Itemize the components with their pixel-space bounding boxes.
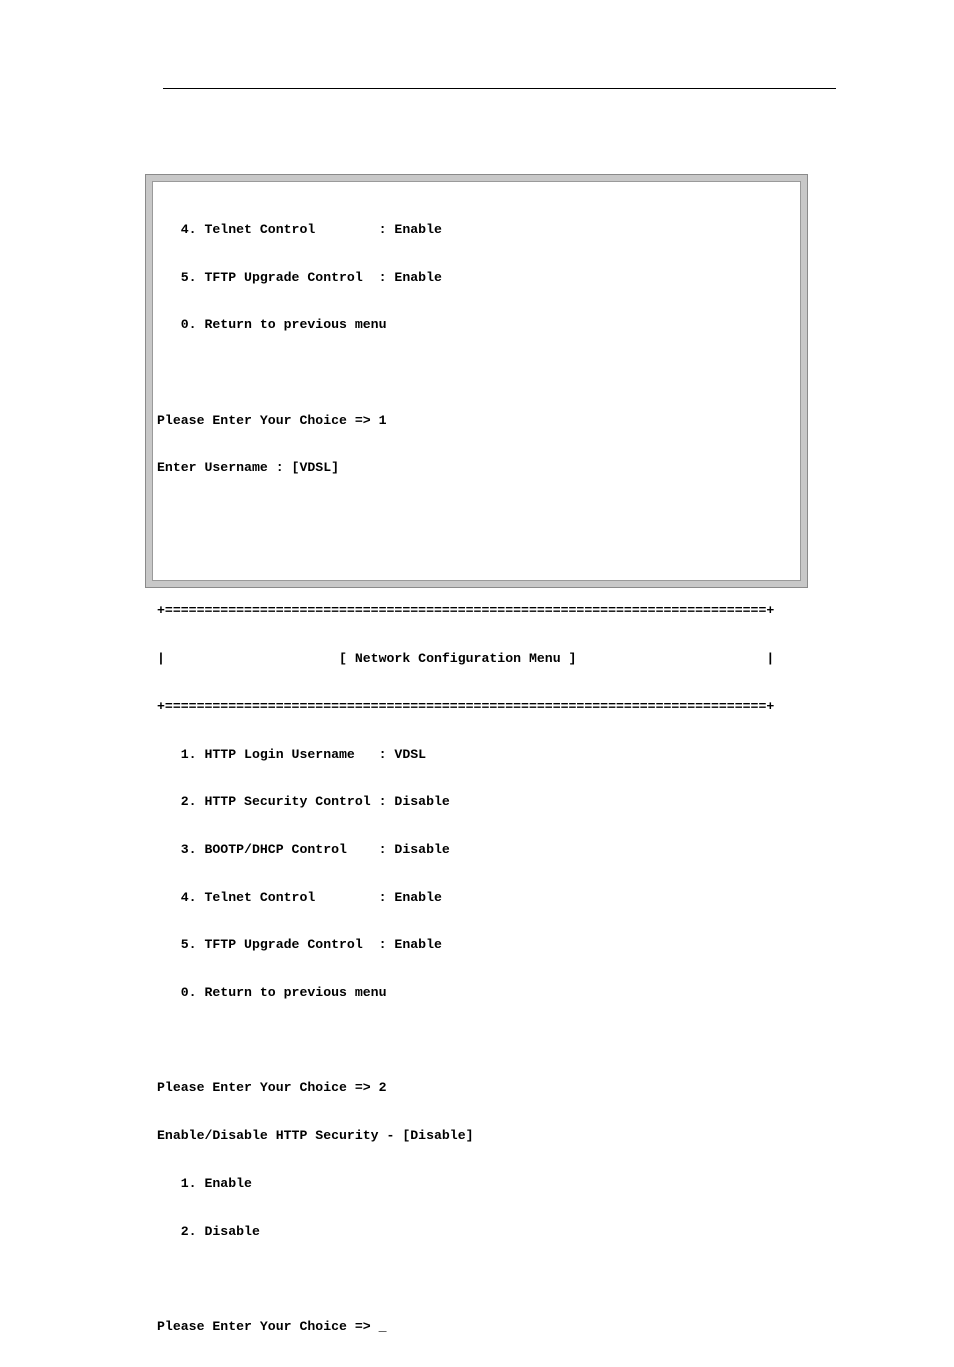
terminal-line: Enter Username : [VDSL] xyxy=(157,460,340,476)
terminal-line: 0. Return to previous menu xyxy=(157,317,387,333)
menu-border-bottom: +============================================================================+ xyxy=(157,698,775,714)
terminal-screen[interactable] xyxy=(152,181,801,1334)
terminal-line: 5. TFTP Upgrade Control : Enable xyxy=(157,269,442,285)
menu-border-top: +============================================================================+ xyxy=(157,603,775,619)
menu-title: | [ Network Configuration Menu ] | xyxy=(157,651,775,667)
terminal-line xyxy=(157,508,774,524)
terminal-line xyxy=(157,1271,774,1287)
terminal-line xyxy=(157,556,774,572)
http-security-prompt: Enable/Disable HTTP Security - [Disable] xyxy=(157,1128,474,1144)
active-choice-prompt[interactable]: Please Enter Your Choice => _ xyxy=(157,1318,387,1334)
option-disable: 2. Disable xyxy=(157,1223,260,1239)
terminal-window xyxy=(145,174,808,1334)
choice-prompt: Please Enter Your Choice => 2 xyxy=(157,1080,387,1096)
terminal-line xyxy=(157,365,774,381)
menu-item-return: 0. Return to previous menu xyxy=(157,985,387,1001)
terminal-line: Please Enter Your Choice => 1 xyxy=(157,412,387,428)
menu-item-telnet-control: 4. Telnet Control : Enable xyxy=(157,889,442,905)
page-header-rule xyxy=(163,88,836,89)
menu-item-tftp-upgrade-control: 5. TFTP Upgrade Control : Enable xyxy=(157,937,442,953)
terminal-line: 4. Telnet Control : Enable xyxy=(157,221,442,237)
option-enable: 1. Enable xyxy=(157,1175,252,1191)
menu-item-http-login-username: 1. HTTP Login Username : VDSL xyxy=(157,746,427,762)
terminal-output xyxy=(157,190,774,1367)
terminal-line xyxy=(157,1033,774,1049)
menu-item-http-security-control: 2. HTTP Security Control : Disable xyxy=(157,794,450,810)
menu-item-bootp-dhcp-control: 3. BOOTP/DHCP Control : Disable xyxy=(157,841,450,857)
